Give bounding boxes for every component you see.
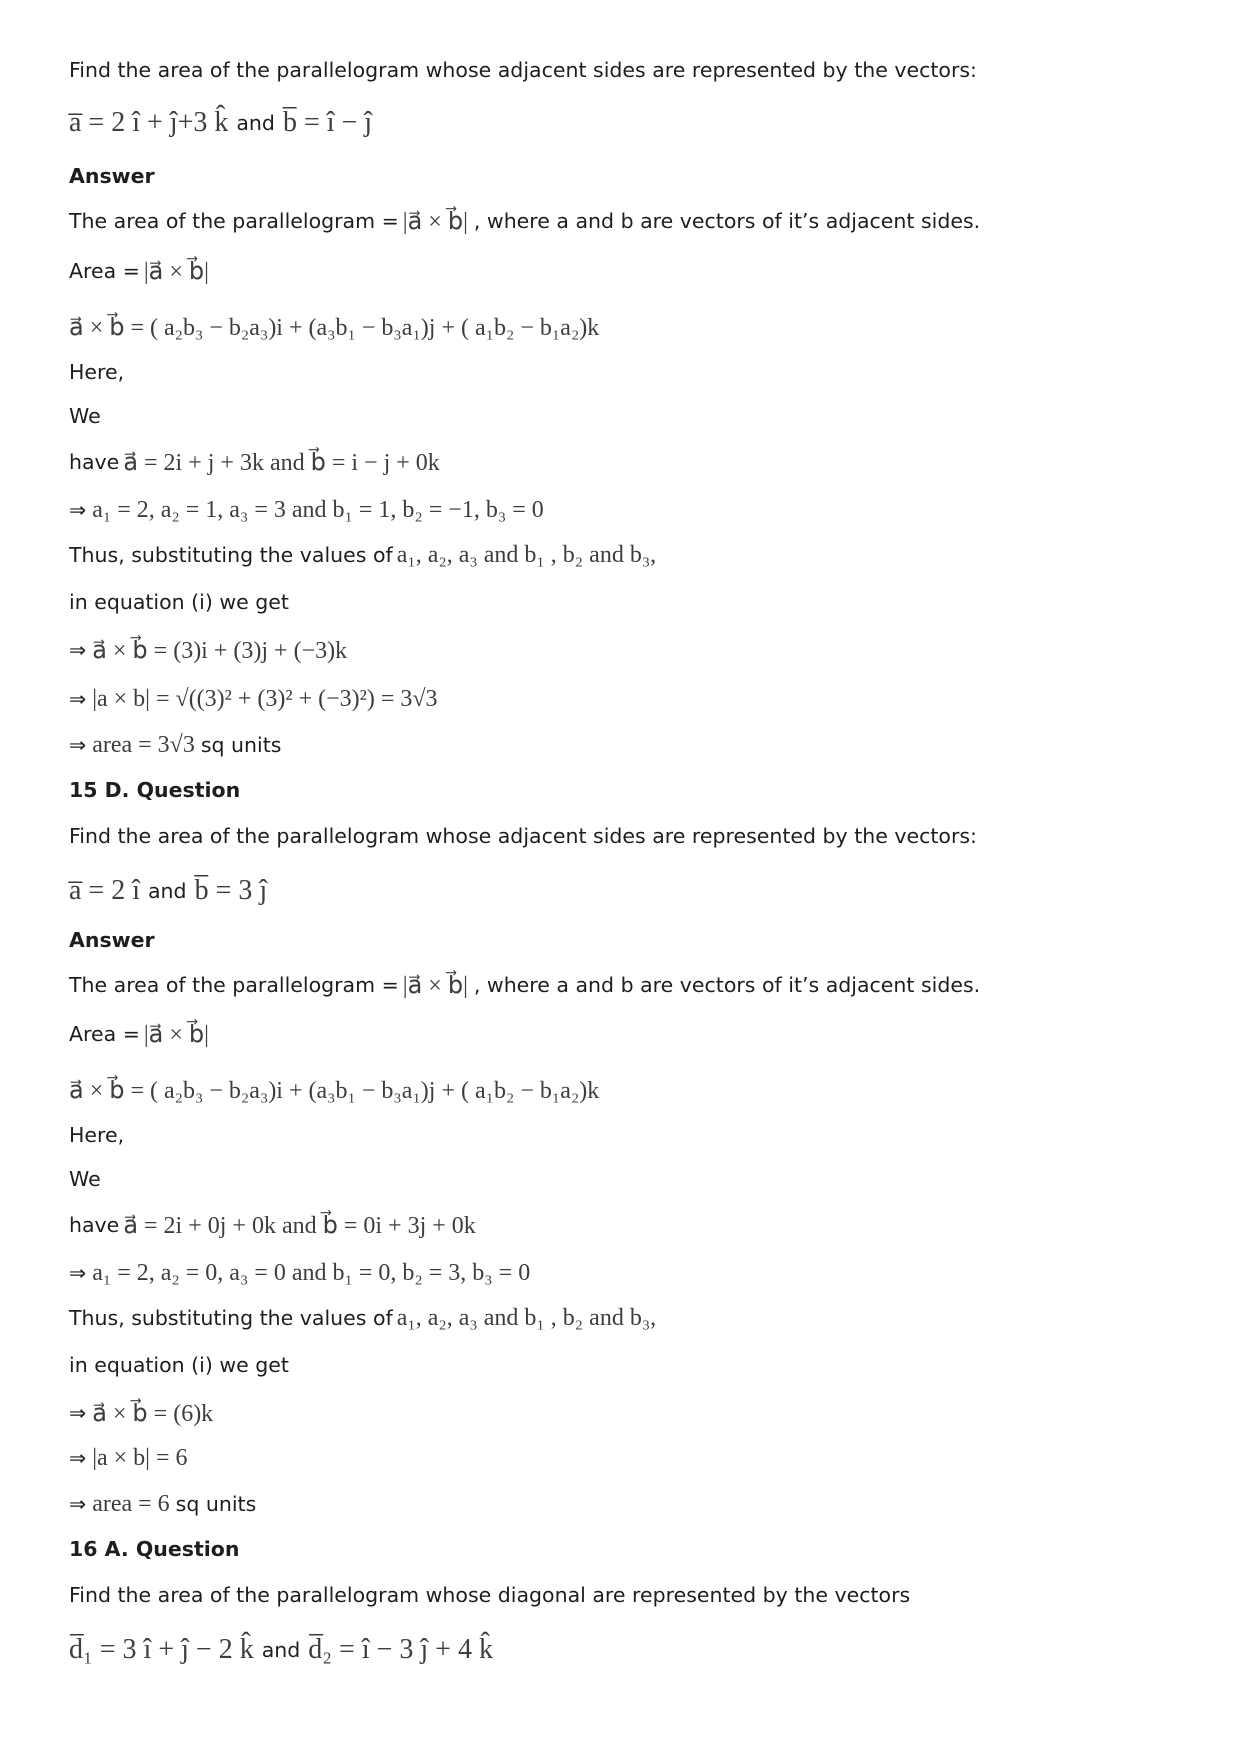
implies-symbol: ⇒ xyxy=(69,1446,87,1470)
heading-text: Answer xyxy=(69,164,155,188)
math-expression: a⃗ = 2i + 0j + 0k and b⃗ = 0i + 3j + 0k xyxy=(123,1212,476,1239)
math-expression: a̅ = 2 î + ĵ+3 k̂ xyxy=(69,107,229,138)
heading-text: 15 D. Question xyxy=(69,778,241,802)
implies-symbol: ⇒ xyxy=(69,687,87,711)
mixed-line xyxy=(69,963,1200,1007)
prefix-text: Area = xyxy=(69,1022,140,1046)
text-line-content: We xyxy=(69,1167,101,1191)
math-expression: |a⃗ × b⃗| xyxy=(143,258,209,285)
math-expression: a₁ = 2, a₂ = 0, a₃ = 0 and b₁ = 0, b₂ = 3, b₃ = 0 xyxy=(92,1259,531,1286)
heading-text: Answer xyxy=(69,928,155,952)
math-expression: |a⃗ × b⃗| xyxy=(402,208,468,235)
suffix-text: sq units xyxy=(175,1492,257,1516)
vector-definition-line xyxy=(69,101,1200,145)
mixed-line xyxy=(69,249,1200,293)
math-expression: a̅ = 2 î xyxy=(69,875,140,906)
text-line-content: in equation (i) we get xyxy=(69,1353,289,1377)
math-expression: |a⃗ × b⃗| xyxy=(143,1021,209,1048)
mixed-line xyxy=(69,440,1200,484)
math-expression: a₁, a₂, a₃ and b₁ , b₂ and b₃, xyxy=(396,541,657,568)
implies-symbol: ⇒ xyxy=(69,1261,87,1285)
text-line xyxy=(69,350,1200,394)
math-expression: a⃗ × b⃗ = (6)k xyxy=(92,1400,214,1427)
math-expression: b̅ = 3 ĵ xyxy=(194,875,268,906)
mixed-line xyxy=(69,723,1200,767)
text-line xyxy=(69,1157,1200,1201)
mixed-line xyxy=(69,1203,1200,1247)
prefix-text: have xyxy=(69,1213,120,1237)
mixed-line xyxy=(69,1251,1200,1295)
implies-symbol: ⇒ xyxy=(69,733,87,757)
math-expression: b̅ = î − ĵ xyxy=(282,107,373,138)
implies-symbol: ⇒ xyxy=(69,1492,87,1516)
mixed-line xyxy=(69,677,1200,721)
text-line xyxy=(69,394,1200,438)
mixed-line xyxy=(69,1012,1200,1056)
math-line xyxy=(69,305,1200,349)
text-line xyxy=(69,1113,1200,1157)
prefix-text: The area of the parallelogram = xyxy=(69,973,399,997)
text-line-content: Here, xyxy=(69,1123,125,1147)
math-expression: area = 6 xyxy=(92,1490,170,1517)
math-expression: a⃗ = 2i + j + 3k and b⃗ = i − j + 0k xyxy=(123,449,440,476)
math-expression: |a × b| = 6 xyxy=(92,1444,188,1471)
heading-text: 16 A. Question xyxy=(69,1537,240,1561)
text-line xyxy=(69,814,1200,858)
text-line xyxy=(69,1343,1200,1387)
mixed-line xyxy=(69,1482,1200,1526)
suffix-text: , where a and b are vectors of it’s adjacent sides. xyxy=(473,973,981,997)
mixed-line xyxy=(69,199,1200,243)
vector-definition-line xyxy=(69,1628,1200,1672)
math-expression: |a⃗ × b⃗| xyxy=(402,972,468,999)
implies-symbol: ⇒ xyxy=(69,638,87,662)
connector-text: and xyxy=(148,879,187,903)
math-expression: a₁ = 2, a₂ = 1, a₃ = 3 and b₁ = 1, b₂ = −1, b₃ = 0 xyxy=(92,496,544,523)
prefix-text: have xyxy=(69,450,120,474)
mixed-line xyxy=(69,488,1200,532)
mixed-line xyxy=(69,628,1200,672)
prefix-text: The area of the parallelogram = xyxy=(69,209,399,233)
section-heading xyxy=(69,154,1200,198)
math-expression: a⃗ × b⃗ = ( a₂b₃ − b₂a₃)i + (a₃b₁ − b₃a₁)j + ( a₁b₂ − b₁a₂)k xyxy=(69,314,600,341)
text-line-content: Find the area of the parallelogram whose adjacent sides are represented by the vectors: xyxy=(69,824,977,848)
mixed-line xyxy=(69,1436,1200,1480)
vector-definition-line xyxy=(69,869,1200,913)
math-expression: d̅₂ = î − 3 ĵ + 4 k̂ xyxy=(308,1634,493,1665)
text-line-content: Find the area of the parallelogram whose adjacent sides are represented by the vectors: xyxy=(69,58,977,82)
prefix-text: Thus, substituting the values of xyxy=(69,543,393,567)
implies-symbol: ⇒ xyxy=(69,498,87,522)
math-expression: |a × b| = √((3)² + (3)² + (−3)²) = 3√3 xyxy=(92,685,438,712)
connector-text: and xyxy=(261,1638,301,1662)
math-expression: d̅₁ = 3 î + ĵ − 2 k̂ xyxy=(69,1634,254,1665)
section-heading xyxy=(69,768,1200,812)
connector-text: and xyxy=(236,111,275,135)
math-line xyxy=(69,1068,1200,1112)
implies-symbol: ⇒ xyxy=(69,1401,87,1425)
text-line xyxy=(69,1573,1200,1617)
prefix-text: Area = xyxy=(69,259,140,283)
mixed-line xyxy=(69,1296,1200,1340)
math-expression: area = 3√3 xyxy=(92,731,195,758)
math-expression: a⃗ × b⃗ = (3)i + (3)j + (−3)k xyxy=(92,637,348,664)
suffix-text: sq units xyxy=(200,733,282,757)
text-line-content: in equation (i) we get xyxy=(69,590,289,614)
text-line-content: We xyxy=(69,404,101,428)
mixed-line xyxy=(69,1391,1200,1435)
mixed-line xyxy=(69,533,1200,577)
math-expression: a⃗ × b⃗ = ( a₂b₃ − b₂a₃)i + (a₃b₁ − b₃a₁)j + ( a₁b₂ − b₁a₂)k xyxy=(69,1077,600,1104)
text-line xyxy=(69,580,1200,624)
text-line-content: Find the area of the parallelogram whose diagonal are represented by the vectors xyxy=(69,1583,911,1607)
section-heading xyxy=(69,1527,1200,1571)
prefix-text: Thus, substituting the values of xyxy=(69,1306,393,1330)
text-line-content: Here, xyxy=(69,360,125,384)
suffix-text: , where a and b are vectors of it’s adjacent sides. xyxy=(473,209,981,233)
math-expression: a₁, a₂, a₃ and b₁ , b₂ and b₃, xyxy=(396,1304,657,1331)
section-heading xyxy=(69,918,1200,962)
text-line xyxy=(69,48,1200,92)
